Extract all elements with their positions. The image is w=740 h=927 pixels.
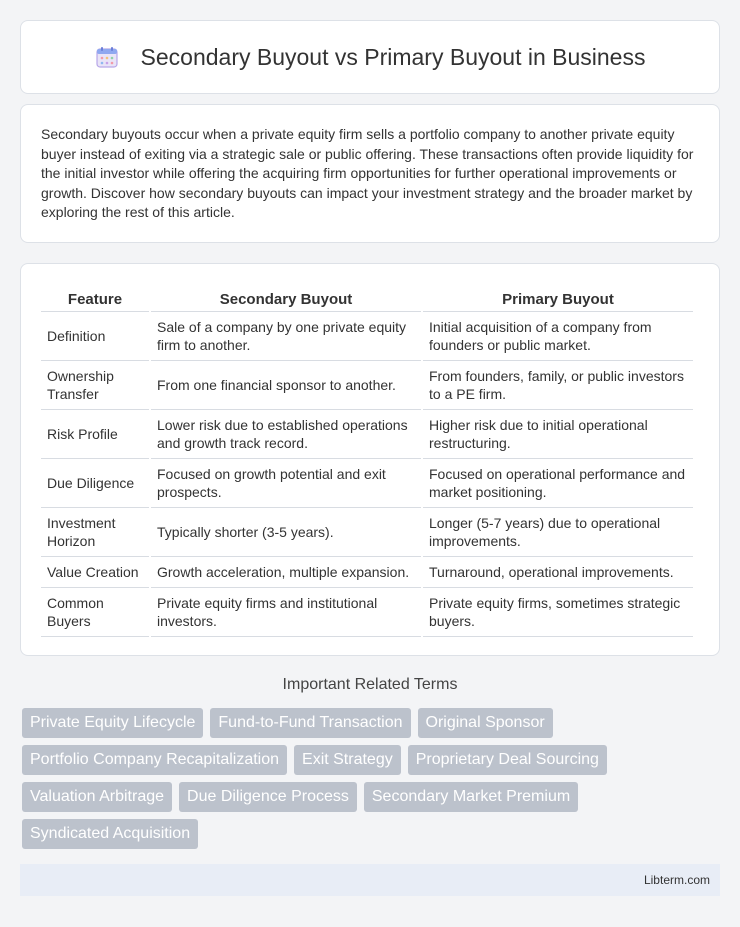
- feature-cell: Investment Horizon: [41, 508, 149, 557]
- table-row: [41, 508, 693, 557]
- table-row: [41, 557, 693, 588]
- related-term-tag[interactable]: Portfolio Company Recapitalization: [22, 745, 287, 775]
- primary-cell: Higher risk due to initial operational restructuring.: [423, 410, 693, 459]
- primary-cell: From founders, family, or public investors to a PE firm.: [423, 361, 693, 410]
- calendar-icon: [95, 45, 119, 69]
- intro-text: Secondary buyouts occur when a private equity firm sells a portfolio company to another private equity buyer instead of exiting via a strategic sale or public offering. These transactions often provide liquidity for the initial investor while offering the acquiring firm opportunities for further operational improvements or growth. Discover how secondary buyouts can impact your investment strategy and the broader market by exploring the rest of this article.: [41, 126, 694, 221]
- secondary-cell: Typically shorter (3-5 years).: [151, 508, 421, 557]
- feature-cell: Value Creation: [41, 557, 149, 588]
- related-term-tag[interactable]: Valuation Arbitrage: [22, 782, 172, 812]
- page-title: Secondary Buyout vs Primary Buyout in Business: [140, 43, 646, 70]
- secondary-cell: Private equity firms and institutional investors.: [151, 588, 421, 637]
- comparison-card: [20, 263, 720, 656]
- feature-cell: Definition: [41, 312, 149, 361]
- secondary-cell: From one financial sponsor to another.: [151, 361, 421, 410]
- intro-card: [20, 104, 720, 243]
- comparison-table: [39, 284, 695, 637]
- feature-cell: Risk Profile: [41, 410, 149, 459]
- feature-cell: Due Diligence: [41, 459, 149, 508]
- primary-cell: Initial acquisition of a company from founders or public market.: [423, 312, 693, 361]
- feature-cell: Ownership Transfer: [41, 361, 149, 410]
- secondary-cell: Growth acceleration, multiple expansion.: [151, 557, 421, 588]
- feature-cell: Common Buyers: [41, 588, 149, 637]
- related-term-tag[interactable]: Due Diligence Process: [179, 782, 357, 812]
- header-secondary-buyout: Secondary Buyout: [151, 284, 421, 312]
- related-term-tag[interactable]: Fund-to-Fund Transaction: [210, 708, 410, 738]
- header-card: [20, 20, 720, 94]
- footer-site-link[interactable]: Libterm.com: [643, 873, 710, 887]
- primary-cell: Private equity firms, sometimes strategic buyers.: [423, 588, 693, 637]
- table-row: [41, 588, 693, 637]
- table-header-row: [41, 284, 693, 312]
- secondary-cell: Lower risk due to established operations and growth track record.: [151, 410, 421, 459]
- related-terms-title: Important Related Terms: [282, 676, 458, 693]
- table-row: [41, 459, 693, 508]
- related-term-tag[interactable]: Secondary Market Premium: [364, 782, 578, 812]
- related-terms-list: [22, 708, 722, 856]
- primary-cell: Focused on operational performance and market positioning.: [423, 459, 693, 508]
- related-term-tag[interactable]: Original Sponsor: [418, 708, 553, 738]
- related-term-tag[interactable]: Proprietary Deal Sourcing: [408, 745, 607, 775]
- table-row: [41, 410, 693, 459]
- secondary-cell: Focused on growth potential and exit prospects.: [151, 459, 421, 508]
- related-term-tag[interactable]: Exit Strategy: [294, 745, 401, 775]
- footer: [20, 864, 720, 896]
- header-primary-buyout: Primary Buyout: [423, 284, 693, 312]
- header-feature: Feature: [41, 284, 149, 312]
- related-term-tag[interactable]: Private Equity Lifecycle: [22, 708, 203, 738]
- table-row: [41, 361, 693, 410]
- secondary-cell: Sale of a company by one private equity firm to another.: [151, 312, 421, 361]
- table-row: [41, 312, 693, 361]
- related-term-tag[interactable]: Syndicated Acquisition: [22, 819, 198, 849]
- primary-cell: Turnaround, operational improvements.: [423, 557, 693, 588]
- primary-cell: Longer (5-7 years) due to operational improvements.: [423, 508, 693, 557]
